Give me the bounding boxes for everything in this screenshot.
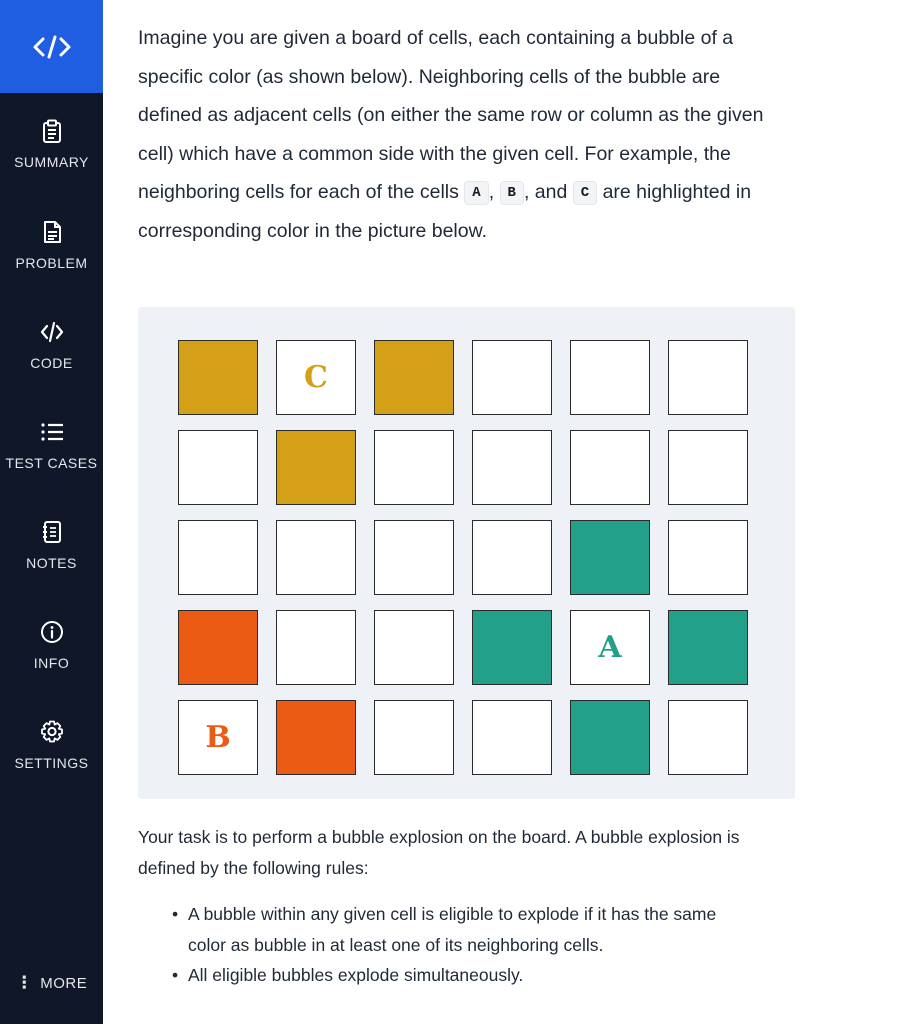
board-cell [668,340,748,415]
cell-ref-a: A [464,181,488,205]
board-cell [276,700,356,775]
intro-separator: , and [523,181,568,204]
board-cell-label: C [276,340,356,415]
board-cell [472,340,552,415]
info-icon [39,615,65,649]
sidebar-item-code[interactable] [0,313,103,395]
sidebar-item-label: CODE [30,355,73,371]
clipboard-icon [39,114,65,148]
notebook-icon [39,515,65,549]
board-cell [472,430,552,505]
board-cell [374,430,454,505]
board-cell [668,430,748,505]
board-cell [570,700,650,775]
list-icon [39,415,65,449]
sidebar-item-label: SETTINGS [14,755,89,771]
logo-tile[interactable] [0,0,103,93]
task-description: Your task is to perform a bubble explosion on the board. A bubble explosion is defined by the following rules: [138,827,740,878]
code-brackets-icon [32,34,72,60]
sidebar-item-problem[interactable] [0,213,103,295]
intro-separator: , [488,181,495,204]
board-cell [472,700,552,775]
gear-icon [39,715,65,749]
sidebar-item-summary[interactable] [0,112,103,194]
board-cell [374,520,454,595]
board-cell [668,700,748,775]
board-cell [472,520,552,595]
more-vertical-icon: ⋮ [15,973,34,992]
cell-ref-b: B [500,181,524,205]
sidebar-item-label: PROBLEM [15,255,88,271]
rules-list [172,899,732,991]
sidebar [0,0,103,1024]
sidebar-item-label: TEST CASES [5,455,98,471]
board-cell [374,610,454,685]
board-cell [668,520,748,595]
board-cell [178,610,258,685]
sidebar-item-label: INFO [33,655,70,671]
board-cell [570,430,650,505]
sidebar-item-label: NOTES [26,555,77,571]
list-item: • A bubble within any given cell is eligible to explode if it has the same color as bubble in at least one of its neighboring cells. [172,899,732,960]
board-cell-label: B [178,700,258,775]
board-cell [374,340,454,415]
more-button[interactable] [0,970,103,996]
board-illustration [138,307,795,799]
board-cell [276,520,356,595]
sidebar-item-settings[interactable] [0,713,103,795]
list-item: • All eligible bubbles explode simultaneously. [172,960,732,991]
board-cell [178,430,258,505]
board-cell [472,610,552,685]
board-cell-label: A [570,610,650,685]
board-cell [276,610,356,685]
document-icon [39,215,65,249]
board-cell [178,340,258,415]
board-cell [570,520,650,595]
board-cell [374,700,454,775]
board-cell [668,610,748,685]
code-icon [39,315,65,349]
problem-intro [138,19,778,251]
board-cell [276,430,356,505]
sidebar-item-label: SUMMARY [14,154,89,170]
sidebar-item-test-cases[interactable] [0,413,103,495]
sidebar-item-info[interactable] [0,613,103,695]
board-cell [178,520,258,595]
sidebar-item-notes[interactable] [0,513,103,595]
intro-text: Imagine you are given a board of cells, each containing a bubble of a specific color (as shown below). Neighboring cells of the bubble are defined as adjacent cells (on either the same row or column as the given cell) which have a common side with the given cell. For example, the neighboring cells for each of the cells [138,27,764,204]
intro-text-end: are highlighted in corresponding color in the picture below. [138,181,752,242]
more-label: MORE [40,974,88,992]
board-cell [570,340,650,415]
cell-ref-c: C [573,181,597,205]
